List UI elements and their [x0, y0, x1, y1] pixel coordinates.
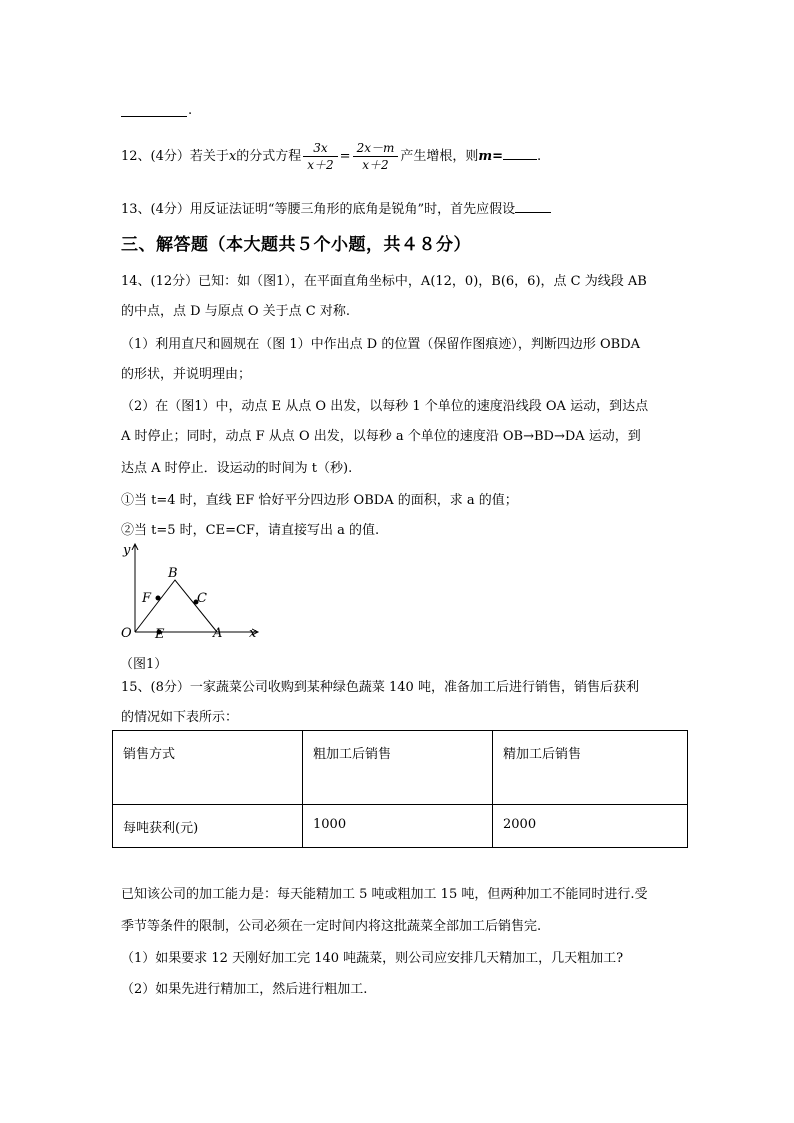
- table-cell: 1000: [303, 805, 493, 848]
- table-header-cell: 粗加工后销售: [303, 731, 493, 805]
- q14-part1-line-1: （1）利用直尺和圆规在（图 1）中作出点 D 的位置（保留作图痕迹），判断四边形 OBDA: [121, 337, 641, 352]
- fraction-left-denominator: x＋2: [307, 158, 334, 172]
- table-header-cell: 精加工后销售: [493, 731, 688, 805]
- q15-after-2: 季节等条件的限制，公司必须在一定时间内将这批蔬菜全部加工后销售完.: [121, 919, 542, 934]
- triangle-OBA: [135, 580, 217, 632]
- fraction-left-numerator: 3x: [303, 140, 337, 157]
- point-F: [156, 596, 161, 601]
- table-cell: 每吨获利(元): [113, 805, 303, 848]
- label-E: E: [155, 627, 165, 642]
- label-B: B: [168, 566, 178, 581]
- q14-part1-line-2: 的形状，并说明理由；: [121, 367, 252, 382]
- q12-var-m: m: [478, 149, 493, 164]
- q15-line-2: 的情况如下表所示：: [121, 710, 239, 725]
- question-13: [121, 198, 551, 217]
- q14-sub-2: ②当 t=5 时，CE=CF，请直接写出 a 的值.: [121, 523, 380, 538]
- q12-prefix: 12、(4分）若关于: [121, 149, 229, 164]
- q15-after-1: 已知该公司的加工能力是：每天能精加工 5 吨或粗加工 15 吨，但两种加工不能同时进行.受: [121, 887, 648, 902]
- fraction-right-denominator: x＋2: [362, 158, 389, 172]
- q12-answer-blank[interactable]: [503, 147, 537, 160]
- figure-caption: （图1）: [120, 657, 168, 672]
- q14-line-2: 的中点，点 D 与原点 O 关于点 C 对称.: [121, 304, 350, 319]
- figure-1: [115, 540, 275, 670]
- question-12: [121, 140, 541, 173]
- q14-sub-1: ①当 t=4 时，直线 EF 恰好平分四边形 OBDA 的面积，求 a 的值；: [121, 493, 518, 508]
- q12-eq-sign: =: [492, 149, 504, 164]
- label-y: y: [123, 543, 131, 558]
- table-row: [113, 731, 688, 805]
- fraction-left: [303, 140, 337, 173]
- q14-part2-line-1: （2）在（图1）中，动点 E 从点 O 出发，以每秒 1 个单位的速度沿线段 OA 运动，到达点: [121, 399, 649, 414]
- label-O: O: [121, 626, 132, 641]
- q14-part2-line-2: A 时停止；同时，动点 F 从点 O 出发，以每秒 a 个单位的速度沿 OB→BD→DA 运动，到: [121, 429, 641, 444]
- q15-part-2: （2）如果先进行精加工，然后进行粗加工.: [121, 982, 368, 997]
- table-header-cell: 销售方式: [113, 731, 303, 805]
- label-x: x: [249, 626, 257, 641]
- q15-line-1: 15、(8分）一家蔬菜公司收购到某种绿色蔬菜 140 吨，准备加工后进行销售，销售后获利: [121, 680, 639, 695]
- q15-part-1: （1）如果要求 12 天刚好加工完 140 吨蔬菜，则公司应安排几天精加工，几天粗加工?: [121, 951, 624, 966]
- table-row: [113, 805, 688, 848]
- blank-period: .: [188, 103, 193, 118]
- q13-answer-blank[interactable]: [515, 200, 551, 213]
- q14-line-1: 14、(12分）已知：如（图1），在平面直角坐标中，A(12，0)，B(6，6)，点 C 为线段 AB: [121, 274, 647, 289]
- q12-end: .: [537, 149, 542, 164]
- fraction-right-numerator: 2x－m: [353, 140, 399, 157]
- answer-blank[interactable]: [121, 104, 187, 117]
- label-A: A: [213, 626, 223, 641]
- fraction-right: [353, 140, 399, 173]
- q12-equals: =: [339, 149, 351, 164]
- q12-mid: 的分式方程: [236, 149, 302, 164]
- q12-suffix: 产生增根，则: [400, 149, 479, 164]
- q12-var-x: x: [228, 149, 237, 164]
- q14-part2-line-3: 达点 A 时停止．设运动的时间为 t（秒).: [121, 461, 353, 476]
- label-F: F: [142, 591, 152, 606]
- table-cell: 2000: [493, 805, 688, 848]
- q13-text: 13、(4分）用反证法证明“等腰三角形的底角是锐角”时，首先应假设: [121, 202, 516, 217]
- label-C: C: [197, 591, 207, 606]
- section-heading: 三、解答题（本大题共５个小题，共４８分）: [121, 235, 471, 255]
- sales-table: [112, 730, 688, 848]
